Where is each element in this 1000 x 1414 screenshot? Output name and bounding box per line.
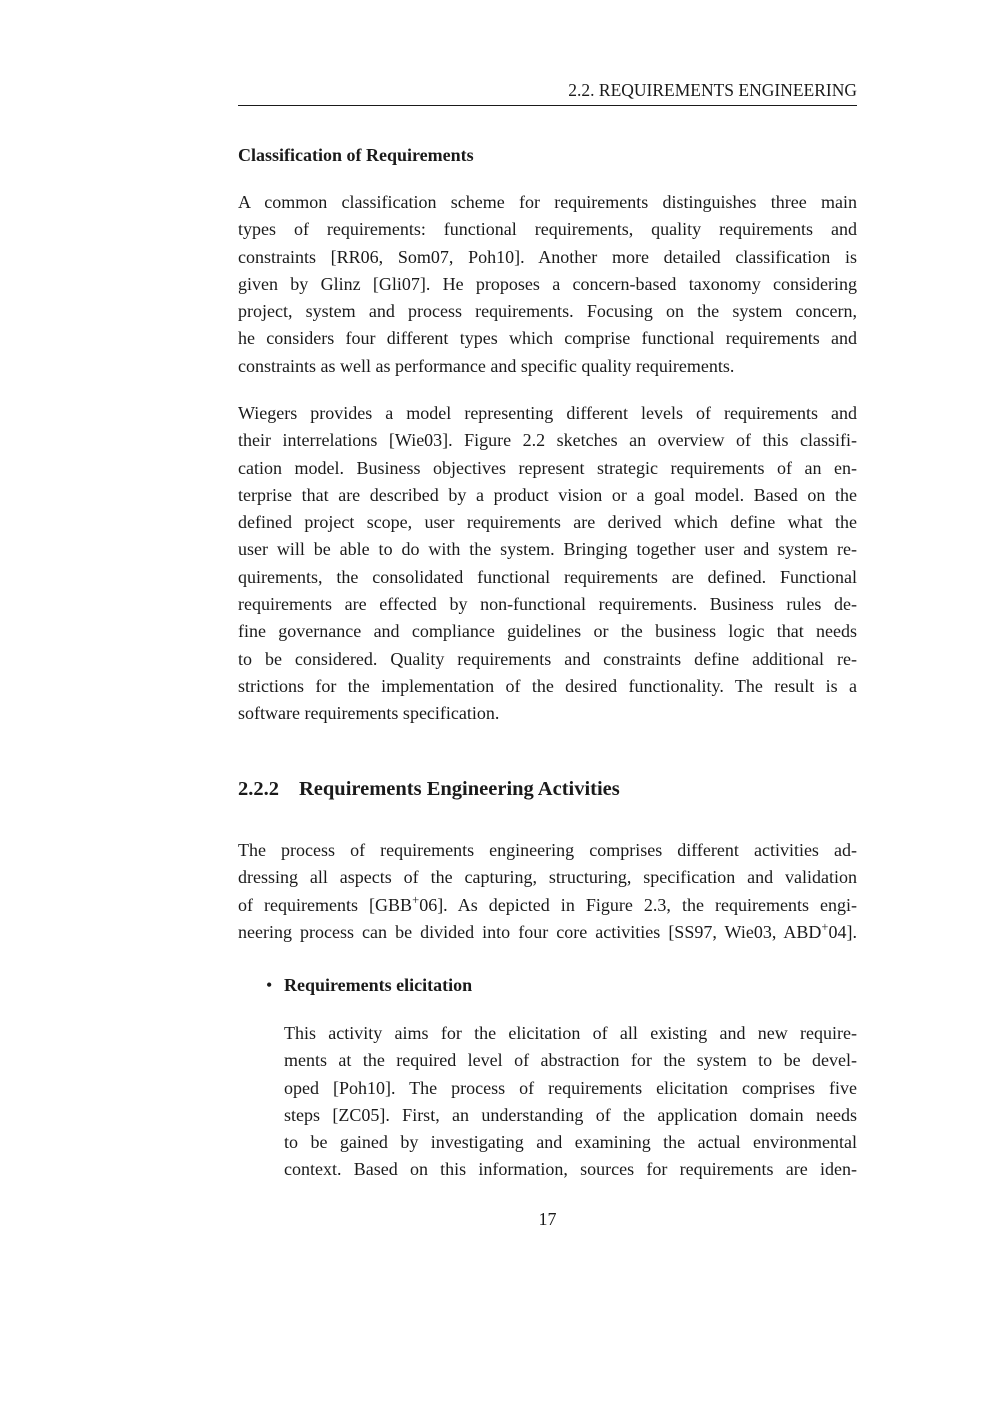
subsection-heading: Classification of Requirements xyxy=(238,145,474,165)
document-page xyxy=(238,0,857,1414)
superscript: + xyxy=(821,919,829,934)
text-line: oped [Poh10]. The process of requirements elicitation comprises five xyxy=(284,1077,857,1098)
text-line: project, system and process requirements. Focusing on the system concern, xyxy=(238,301,857,322)
bullet-body-elicitation xyxy=(284,1020,857,1184)
text-line: constraints [RR06, Som07, Poh10]. Another more detailed classification is xyxy=(238,246,857,267)
text-line: steps [ZC05]. First, an understanding of the application domain needs xyxy=(284,1104,857,1125)
text-segment: 06]. As depicted in Figure 2.3, the requirements engi- xyxy=(419,894,857,915)
text-line: terprise that are described by a product vision or a goal model. Based on the xyxy=(238,484,857,505)
text-line: This activity aims for the elicitation of all existing and new require- xyxy=(284,1023,857,1043)
text-line: software requirements specification. xyxy=(238,703,500,724)
text-segment: neering process can be divided into four core activities [SS97, Wie03, ABD xyxy=(238,921,822,942)
text-line: The process of requirements engineering comprises different activities ad- xyxy=(238,840,857,860)
section-title: Requirements Engineering Activities xyxy=(299,778,620,800)
text-line: dressing all aspects of the capturing, structuring, specification and validation xyxy=(238,867,857,888)
text-line: cation model. Business objectives represent strategic requirements of an en- xyxy=(238,457,857,478)
section-heading xyxy=(238,776,620,802)
text-line: to be gained by investigating and examining the actual environmental xyxy=(284,1132,857,1153)
text-line xyxy=(238,892,857,919)
text-segment: 04]. xyxy=(828,921,857,942)
running-header: 2.2. REQUIREMENTS ENGINEERING xyxy=(238,79,857,106)
text-line: context. Based on this information, sources for requirements are iden- xyxy=(284,1159,857,1180)
text-line: their interrelations [Wie03]. Figure 2.2 sketches an overview of this classifi- xyxy=(238,430,857,451)
text-line: user will be able to do with the system. Bringing together user and system re- xyxy=(238,539,857,560)
text-line: types of requirements: functional requirements, quality requirements and xyxy=(238,219,857,240)
paragraph-activities-intro xyxy=(238,837,857,946)
paragraph-classification xyxy=(238,189,857,380)
text-line xyxy=(238,919,857,946)
text-line: strictions for the implementation of the desired functionality. The result is a xyxy=(238,675,857,696)
text-segment: of requirements [GBB xyxy=(238,894,413,915)
superscript: + xyxy=(412,892,420,907)
text-line: constraints as well as performance and specific quality requirements. xyxy=(238,355,735,376)
section-number: 2.2.2 xyxy=(238,778,279,800)
bullet-icon: • xyxy=(266,975,273,995)
text-line: he considers four different types which comprise functional requirements and xyxy=(238,328,857,349)
bullet-title: Requirements elicitation xyxy=(284,975,473,995)
text-line: given by Glinz [Gli07]. He proposes a concern-based taxonomy considering xyxy=(238,273,857,294)
paragraph-wiegers xyxy=(238,400,857,728)
text-line: ments at the required level of abstraction for the system to be devel- xyxy=(284,1050,857,1071)
text-line: A common classification scheme for requirements distinguishes three main xyxy=(238,192,857,212)
text-line: requirements are effected by non-functional requirements. Business rules de- xyxy=(238,594,857,615)
text-line: fine governance and compliance guidelines or the business logic that needs xyxy=(238,621,857,642)
text-line: quirements, the consolidated functional requirements are defined. Functional xyxy=(238,566,857,587)
text-line: Wiegers provides a model representing different levels of requirements and xyxy=(238,403,857,423)
bullet-item-elicitation xyxy=(266,974,472,996)
page-number: 17 xyxy=(538,1209,557,1229)
text-line: to be considered. Quality requirements and constraints define additional re- xyxy=(238,648,857,669)
text-line: defined project scope, user requirements are derived which define what the xyxy=(238,512,857,533)
